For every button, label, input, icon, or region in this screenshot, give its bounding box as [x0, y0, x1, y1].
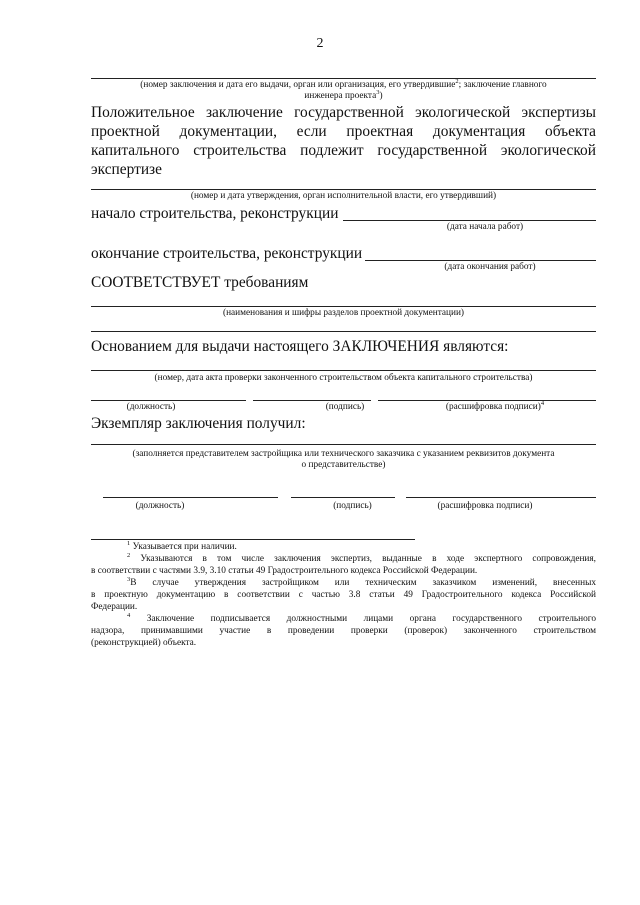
signature-caption-2: (подпись): [333, 501, 372, 511]
signature-line-2: [291, 497, 395, 498]
inspection-line: [91, 370, 596, 371]
footnote-4a: [127, 614, 596, 625]
received-label: Экземпляр заключения получил:: [91, 415, 306, 432]
start-date-caption: (дата начала работ): [446, 222, 524, 232]
footnote-ref: 4: [540, 400, 545, 407]
sections-line-2: [91, 331, 596, 332]
footnote-2b: в соответствии с частями 3.9, 3.10 статьи 49 Градостроительного кодекса Российской Федерации.: [91, 566, 478, 576]
footnote-marker: 4: [127, 612, 131, 619]
sections-caption: (наименования и шифры разделов проектной документации): [222, 308, 465, 318]
footnote-text: Указываются в том числе заключения экспертиз, выданные в ходе экспертного сопровождения,: [130, 554, 596, 564]
complies-word: СООТВЕТСТВУЕТ: [91, 274, 221, 291]
decoding-line-2: [406, 497, 596, 498]
caption-text: инженера проекта: [304, 91, 377, 101]
position-caption-2: (должность): [135, 501, 185, 511]
position-line-2: [103, 497, 278, 498]
paragraph-line: Положительное заключение государственной экологической экспертизы: [91, 104, 596, 121]
approval-line: [91, 189, 596, 190]
decoding-line: [378, 400, 596, 401]
complies-rest: требованиям: [220, 274, 309, 291]
caption-text: о представительстве): [301, 460, 386, 470]
start-label: начало строительства, реконструкции: [91, 205, 339, 222]
decoding-text: (расшифровка подписи): [445, 402, 541, 412]
decoding-caption-2: (расшифровка подписи): [437, 501, 533, 511]
representative-caption: [91, 449, 596, 471]
caption-text: (заполняется представителем застройщика или технического заказчика с указанием реквизитов документа: [132, 449, 555, 459]
caption-text: ; заключение главного: [458, 80, 547, 90]
footnote-marker: 3: [127, 576, 131, 583]
paragraph-line: капитального строительства подлежит государственной экологической: [91, 142, 596, 159]
approval-caption: (номер и дата утверждения, орган исполнительной власти, его утвердивший): [190, 191, 497, 201]
footnote-4c: (реконструкцией) объекта.: [91, 638, 197, 648]
start-date-line: [343, 220, 596, 221]
footnote-marker: 2: [127, 552, 131, 559]
footnote-text: В случае утверждения застройщиком или техническим заказчиком изменений, внесенных: [130, 578, 596, 588]
conclusion-number-caption: [91, 80, 596, 102]
signature-line: [253, 400, 371, 401]
position-line: [91, 400, 246, 401]
inspection-caption: (номер, дата акта проверки законченного строительством объекта капитального строительства): [154, 373, 533, 383]
footnote-3b: в проектную документацию в соответствии с частью 3.8 статьи 49 Градостроительного кодекса Российской: [91, 590, 596, 600]
footnote-ref: 2: [455, 78, 459, 85]
footnote-separator: [91, 539, 415, 540]
paragraph-line: проектной документации, если проектная документация объекта: [91, 123, 596, 140]
end-label: окончание строительства, реконструкции: [91, 245, 363, 262]
decoding-caption: [420, 402, 570, 413]
conclusion-number-line: [91, 78, 596, 79]
end-date-caption: (дата окончания работ): [444, 262, 536, 272]
grounds-heading: Основанием для выдачи настоящего ЗАКЛЮЧЕНИЯ являются:: [91, 338, 509, 355]
footnote-text: Указывается при наличии.: [130, 542, 237, 552]
caption-text: ): [379, 91, 383, 101]
end-date-line: [365, 260, 596, 261]
footnote-2a: [127, 554, 596, 565]
position-caption: (должность): [126, 402, 176, 412]
footnote-text: Заключение подписывается должностными лицами органа государственного строительного: [130, 614, 596, 624]
complies-line: [91, 274, 308, 292]
sections-line: [91, 306, 596, 307]
representative-line: [91, 444, 596, 445]
footnote-4b: надзора, принимавшими участие в проведении проверки (проверок) законченного строительством: [91, 626, 596, 636]
footnote-ref: 3: [376, 89, 380, 96]
caption-text: (номер заключения и дата его выдачи, орган или организация, его утвердившие: [140, 80, 456, 90]
paragraph-line: экспертизе: [91, 161, 162, 178]
footnote-3a: [127, 578, 596, 589]
page-number: 2: [316, 36, 324, 51]
footnote-marker: 1: [127, 540, 131, 547]
footnote-1: [91, 542, 596, 553]
footnote-3c: Федерации.: [91, 602, 138, 612]
signature-caption: (подпись): [325, 402, 365, 412]
